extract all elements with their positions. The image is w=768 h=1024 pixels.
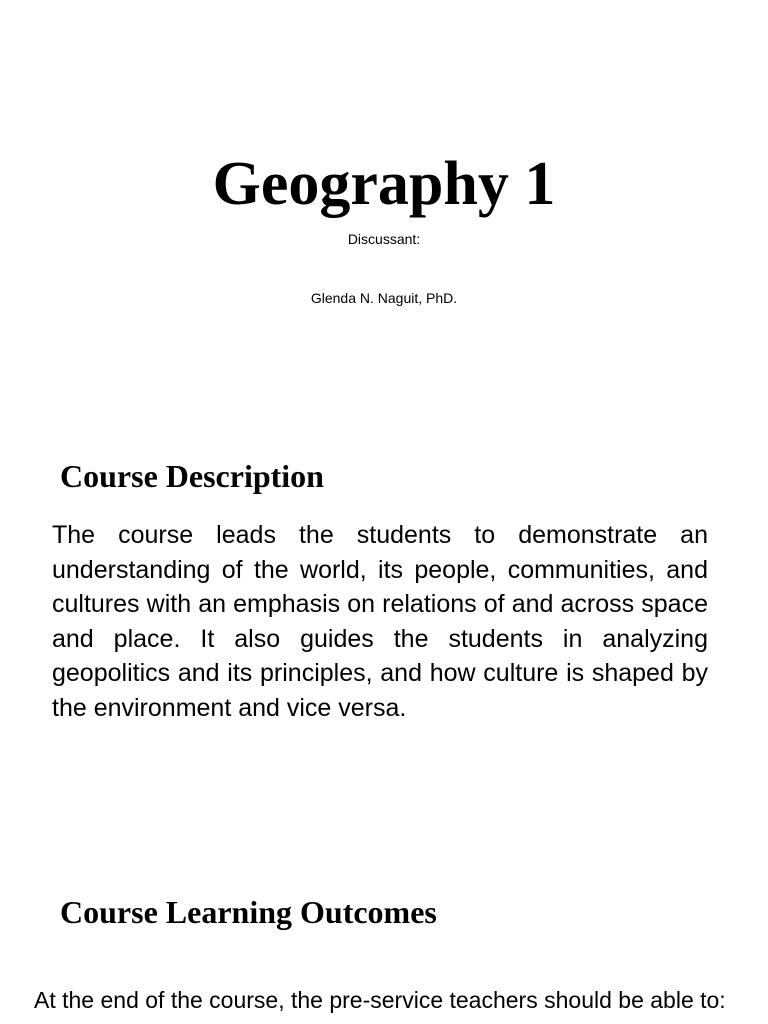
course-description-text: The course leads the students to demonstrate an understanding of the world, its people, communities, and cultures with an emphasis on relations of and across space and place. It also guides the students in analyzing geopolitics and its principles, and how culture is shaped by the environment and vice versa. [52, 521, 708, 722]
discussant-name: Glenda N. Naguit, PhD. [310, 290, 458, 306]
course-description-heading: Course Description [60, 458, 324, 494]
discussant-label: Discussant: [347, 231, 421, 247]
page-title: Geography 1 [212, 150, 556, 218]
course-learning-outcomes-intro: At the end of the course, the pre-service teachers should be able to: [34, 987, 726, 1013]
course-learning-outcomes-heading: Course Learning Outcomes [60, 894, 437, 930]
